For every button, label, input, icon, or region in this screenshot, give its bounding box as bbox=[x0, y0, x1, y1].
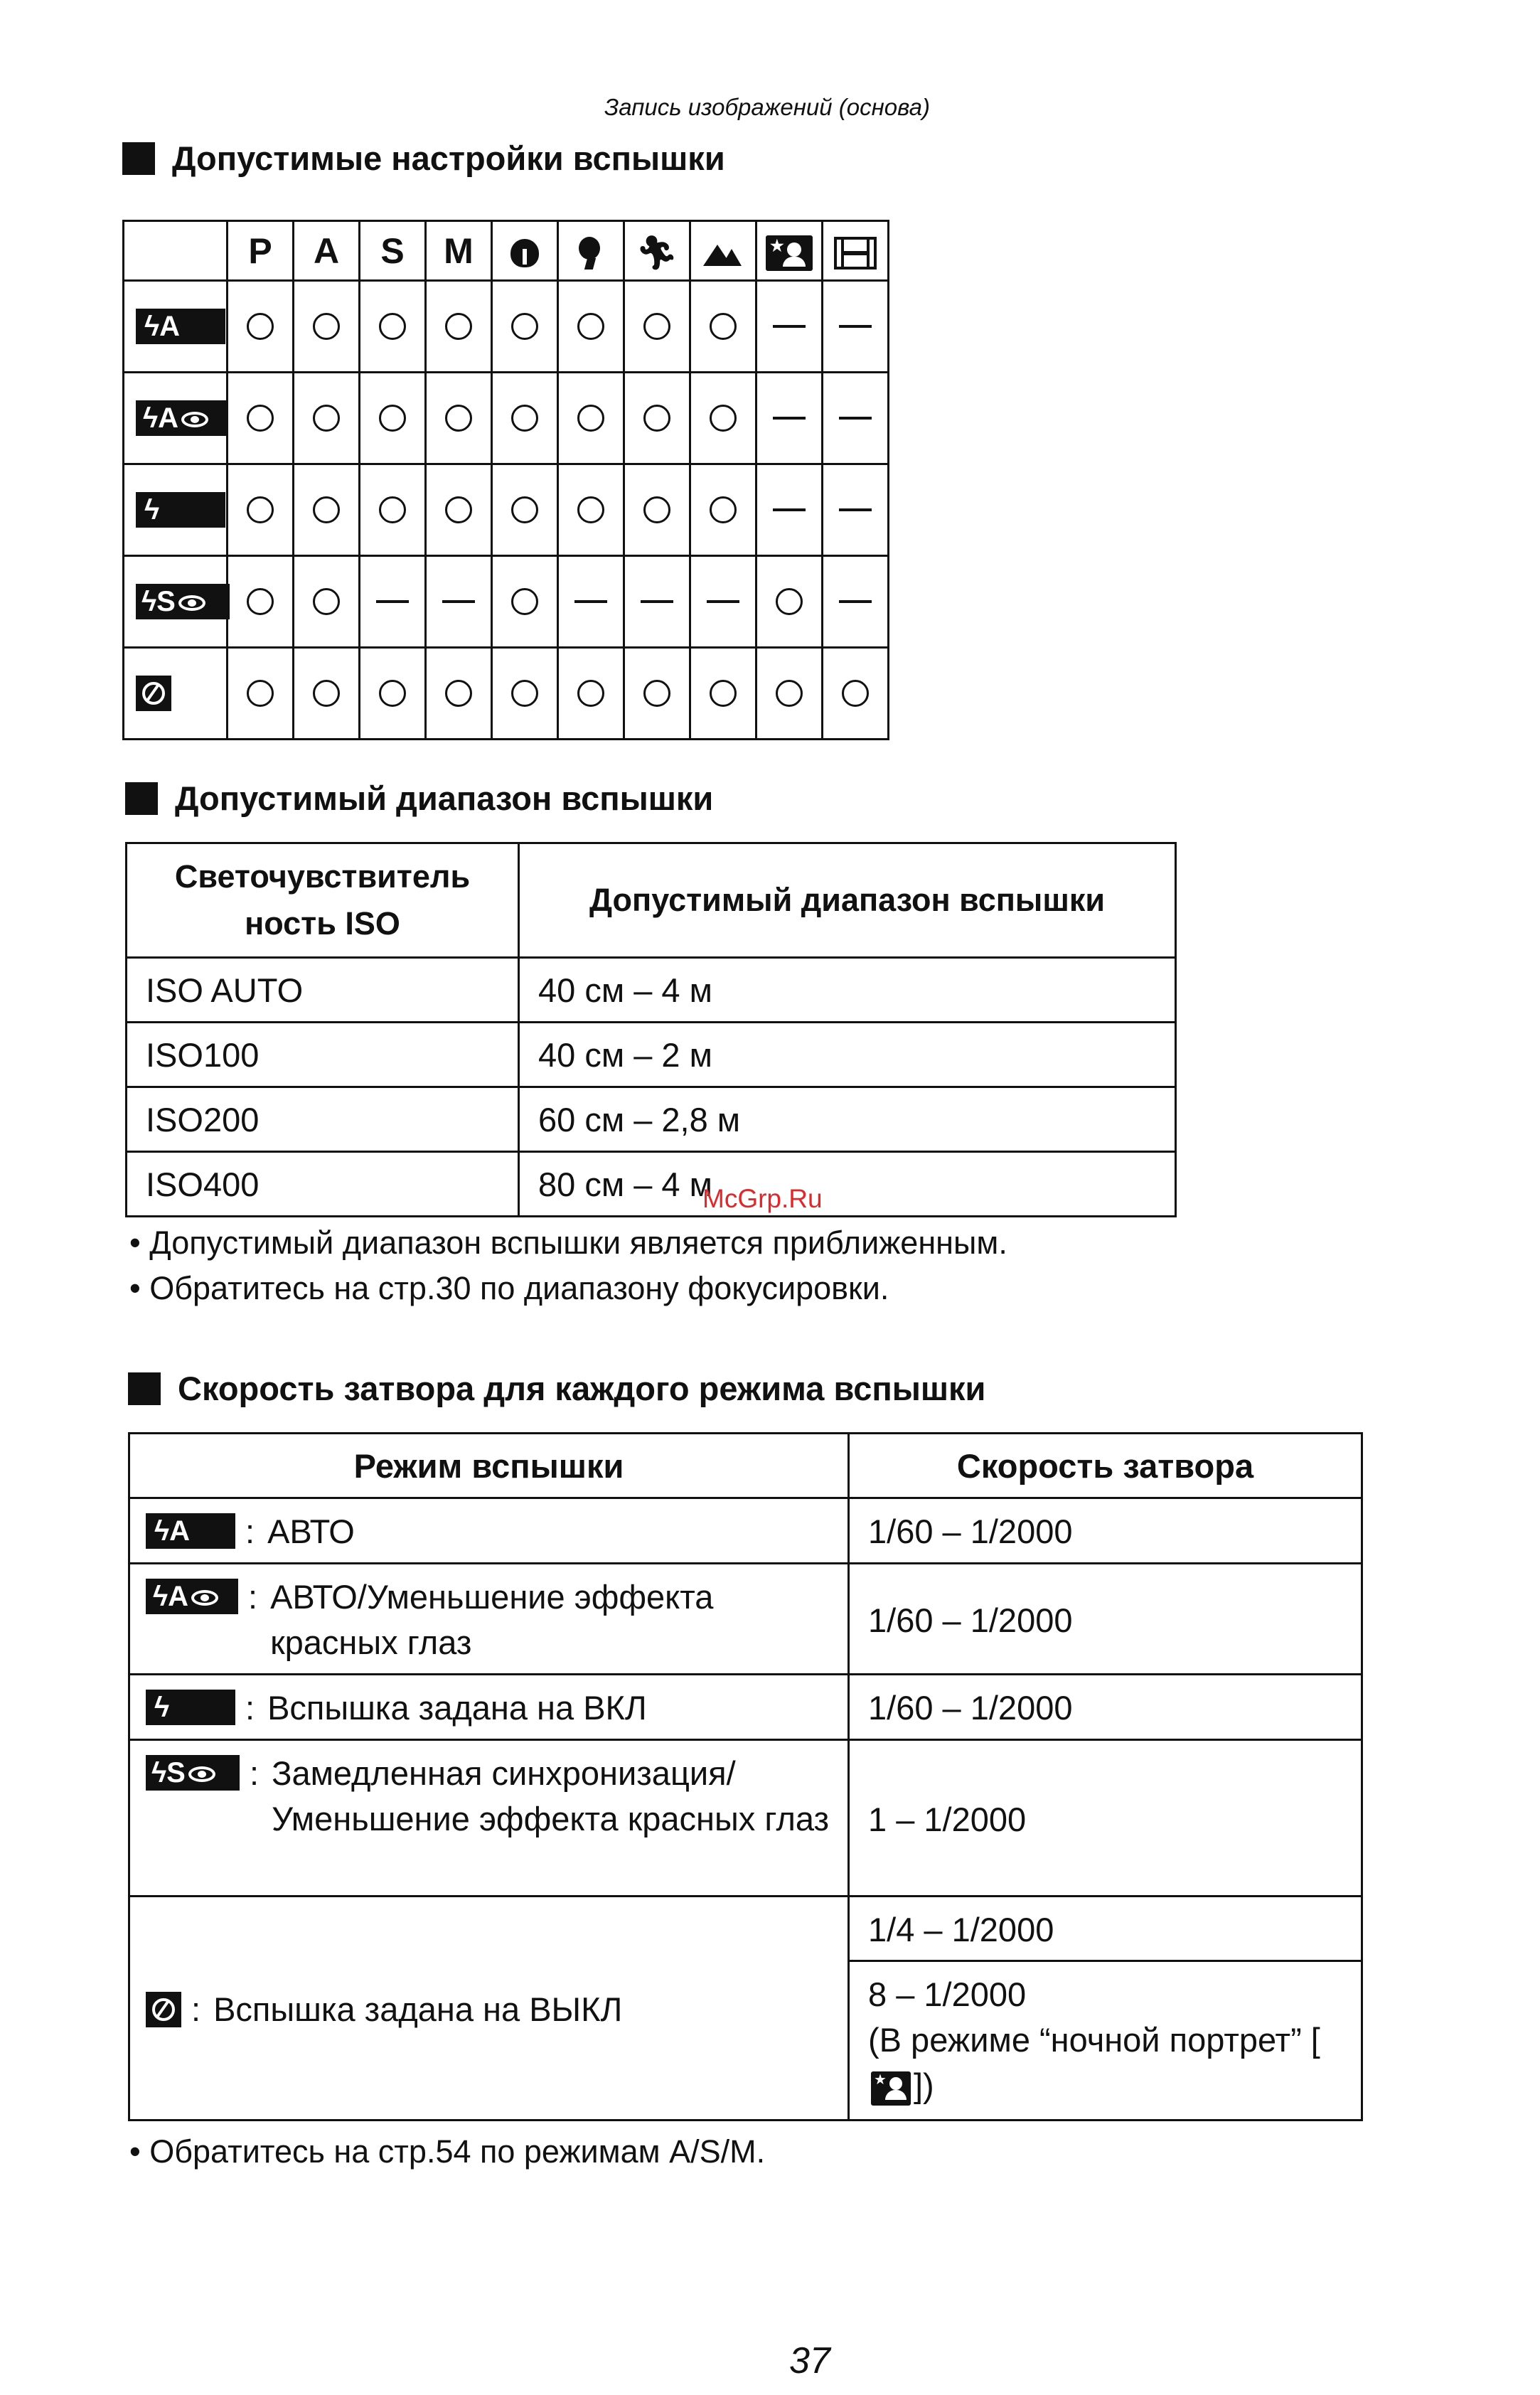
flash-auto-red-eye-icon: ϟA bbox=[146, 1579, 238, 1614]
circle-icon bbox=[710, 313, 737, 340]
flash-mode-icon-cell bbox=[124, 648, 228, 740]
table-row bbox=[124, 648, 889, 740]
portrait-icon bbox=[579, 237, 603, 270]
mode-p-header: P bbox=[228, 221, 294, 281]
table-row bbox=[129, 1675, 1362, 1740]
shutter-speed-cell: 1 – 1/2000 bbox=[849, 1740, 1362, 1897]
flash-off-icon bbox=[136, 676, 171, 711]
circle-icon bbox=[313, 405, 340, 432]
available-mark bbox=[690, 648, 756, 740]
scenery-icon bbox=[702, 239, 744, 267]
circle-icon bbox=[313, 496, 340, 523]
iso-cell: ISO AUTO bbox=[127, 958, 519, 1023]
flash-forced-on-icon: ϟ bbox=[146, 1690, 235, 1725]
available-mark bbox=[558, 648, 624, 740]
available-mark bbox=[228, 556, 294, 648]
section-square-icon bbox=[128, 1372, 161, 1405]
table-row bbox=[127, 958, 1176, 1023]
circle-icon bbox=[379, 496, 406, 523]
available-mark bbox=[624, 373, 690, 464]
table-row bbox=[124, 556, 889, 648]
unavailable-mark bbox=[690, 556, 756, 648]
circle-icon bbox=[445, 680, 472, 707]
unavailable-mark bbox=[756, 464, 823, 556]
available-mark bbox=[294, 464, 360, 556]
flash-mode-cell: ϟA : АВТО bbox=[129, 1498, 849, 1564]
mode-a-header: A bbox=[294, 221, 360, 281]
available-mark bbox=[558, 373, 624, 464]
available-mark bbox=[756, 648, 823, 740]
shutter-speed-header: Скорость затвора bbox=[849, 1434, 1362, 1498]
night-portrait-note: (В режиме “ночной портрет” [ ★ ]) bbox=[868, 2021, 1320, 2104]
sports-header bbox=[624, 221, 690, 281]
circle-icon bbox=[577, 680, 604, 707]
flash-mode-text: АВТО bbox=[267, 1513, 355, 1550]
circle-icon bbox=[247, 588, 274, 615]
flash-auto-icon: ϟA bbox=[146, 1513, 235, 1549]
circle-icon bbox=[710, 496, 737, 523]
iso-header: Светочувствитель ность ISO bbox=[127, 843, 519, 958]
dash-icon bbox=[707, 600, 739, 603]
flash-mode-icon-cell bbox=[124, 464, 228, 556]
circle-icon bbox=[247, 680, 274, 707]
page-number: 37 bbox=[789, 2340, 830, 2381]
range-header: Допустимый диапазон вспышки bbox=[519, 843, 1176, 958]
unavailable-mark bbox=[823, 281, 889, 373]
circle-icon bbox=[445, 313, 472, 340]
dash-icon bbox=[839, 417, 872, 420]
iso-cell: ISO200 bbox=[127, 1087, 519, 1152]
unavailable-mark bbox=[756, 281, 823, 373]
available-mark bbox=[492, 556, 558, 648]
section-title-flash-range bbox=[125, 779, 713, 818]
available-mark bbox=[228, 373, 294, 464]
available-mark bbox=[492, 648, 558, 740]
unavailable-mark bbox=[426, 556, 492, 648]
available-mark bbox=[624, 648, 690, 740]
dash-icon bbox=[839, 508, 872, 511]
flash-off-icon bbox=[146, 1992, 181, 2027]
available-mark bbox=[426, 648, 492, 740]
flash-settings-table bbox=[122, 220, 889, 740]
mode-s-header: S bbox=[360, 221, 426, 281]
corner-cell bbox=[124, 221, 228, 281]
circle-icon bbox=[643, 496, 670, 523]
available-mark bbox=[690, 281, 756, 373]
flash-mode-cell: ϟA : АВТО/Уменьшение эффекта красных глаз bbox=[129, 1564, 849, 1675]
available-mark bbox=[360, 648, 426, 740]
shutter-speed-cell: 1/60 – 1/2000 bbox=[849, 1498, 1362, 1564]
scenery-header bbox=[690, 221, 756, 281]
table-row bbox=[129, 1897, 1362, 1961]
available-mark bbox=[492, 464, 558, 556]
sports-icon: 🏃︎ bbox=[636, 233, 678, 271]
unavailable-mark bbox=[360, 556, 426, 648]
table-row bbox=[127, 1087, 1176, 1152]
circle-icon bbox=[577, 313, 604, 340]
dash-icon bbox=[839, 325, 872, 328]
shutter-speed-table bbox=[128, 1432, 1363, 2121]
available-mark bbox=[426, 464, 492, 556]
table-row bbox=[127, 1152, 1176, 1217]
motion-picture-header bbox=[823, 221, 889, 281]
macro-header bbox=[492, 221, 558, 281]
circle-icon bbox=[445, 405, 472, 432]
shutter-speed-cell: 1/60 – 1/2000 bbox=[849, 1675, 1362, 1740]
circle-icon bbox=[511, 588, 538, 615]
circle-icon bbox=[577, 405, 604, 432]
unavailable-mark bbox=[558, 556, 624, 648]
dash-icon bbox=[839, 600, 872, 603]
motion-picture-icon bbox=[834, 237, 877, 270]
unavailable-mark bbox=[624, 556, 690, 648]
flash-mode-text: Вспышка задана на ВКЛ bbox=[267, 1689, 647, 1727]
flash-forced-on-icon: ϟ bbox=[136, 492, 225, 528]
available-mark bbox=[624, 281, 690, 373]
night-portrait-header bbox=[756, 221, 823, 281]
circle-icon bbox=[643, 680, 670, 707]
flash-mode-icon-cell bbox=[124, 556, 228, 648]
flash-mode-icon-cell bbox=[124, 281, 228, 373]
available-mark bbox=[228, 281, 294, 373]
flash-settings-body bbox=[124, 281, 889, 740]
dash-icon bbox=[442, 600, 475, 603]
circle-icon bbox=[379, 313, 406, 340]
table-row bbox=[129, 1498, 1362, 1564]
circle-icon bbox=[379, 405, 406, 432]
available-mark bbox=[756, 556, 823, 648]
circle-icon bbox=[511, 496, 538, 523]
circle-icon bbox=[842, 680, 869, 707]
portrait-header bbox=[558, 221, 624, 281]
range-cell: 80 см – 4 м bbox=[519, 1152, 1176, 1217]
circle-icon bbox=[643, 313, 670, 340]
circle-icon bbox=[710, 405, 737, 432]
available-mark bbox=[558, 464, 624, 556]
circle-icon bbox=[643, 405, 670, 432]
available-mark bbox=[360, 373, 426, 464]
shutter-speed-night: 8 – 1/2000 bbox=[868, 1975, 1027, 2013]
flash-mode-cell: : Вспышка задана на ВЫКЛ bbox=[129, 1897, 849, 2121]
available-mark bbox=[294, 648, 360, 740]
table-row bbox=[124, 281, 889, 373]
circle-icon bbox=[511, 313, 538, 340]
flash-mode-icon-cell bbox=[124, 373, 228, 464]
circle-icon bbox=[247, 405, 274, 432]
night-portrait-icon: ★ bbox=[871, 2071, 911, 2106]
note-asm-modes: • Обратитесь на стр.54 по режимам A/S/M. bbox=[129, 2133, 766, 2170]
flash-mode-text: Замедленная синхронизация/ Уменьшение эффекта красных глаз bbox=[272, 1754, 830, 1837]
iso-cell: ISO100 bbox=[127, 1023, 519, 1087]
circle-icon bbox=[247, 496, 274, 523]
circle-icon bbox=[710, 680, 737, 707]
dash-icon bbox=[574, 600, 607, 603]
available-mark bbox=[690, 373, 756, 464]
flash-mode-header: Режим вспышки bbox=[129, 1434, 849, 1498]
available-mark bbox=[294, 556, 360, 648]
section-title-shutter-speed bbox=[128, 1369, 985, 1408]
watermark: McGrp.Ru bbox=[702, 1184, 823, 1213]
available-mark bbox=[558, 281, 624, 373]
available-mark bbox=[360, 281, 426, 373]
available-mark bbox=[294, 373, 360, 464]
dash-icon bbox=[641, 600, 673, 603]
running-header: Запись изображений (основа) bbox=[604, 94, 931, 120]
range-cell: 60 см – 2,8 м bbox=[519, 1087, 1176, 1152]
circle-icon bbox=[511, 405, 538, 432]
flash-range-table bbox=[125, 842, 1177, 1217]
unavailable-mark bbox=[823, 373, 889, 464]
circle-icon bbox=[511, 680, 538, 707]
dash-icon bbox=[773, 325, 806, 328]
unavailable-mark bbox=[756, 373, 823, 464]
section-title-text: Допустимый диапазон вспышки bbox=[175, 779, 714, 817]
circle-icon bbox=[379, 680, 406, 707]
dash-icon bbox=[376, 600, 409, 603]
available-mark bbox=[294, 281, 360, 373]
iso-cell: ISO400 bbox=[127, 1152, 519, 1217]
section-square-icon bbox=[122, 142, 155, 175]
table-row bbox=[129, 1564, 1362, 1675]
flash-auto-red-eye-icon: ϟA bbox=[136, 400, 228, 436]
unavailable-mark bbox=[823, 556, 889, 648]
table-header-row bbox=[124, 221, 889, 281]
night-portrait-icon: ★ bbox=[766, 235, 813, 271]
available-mark bbox=[823, 648, 889, 740]
circle-icon bbox=[247, 313, 274, 340]
section-title-flash-settings bbox=[122, 139, 725, 178]
available-mark bbox=[426, 373, 492, 464]
table-row bbox=[127, 1023, 1176, 1087]
flash-slow-sync-red-eye-icon: ϟS bbox=[146, 1755, 240, 1791]
unavailable-mark bbox=[823, 464, 889, 556]
flash-mode-text: АВТО/Уменьшение эффекта красных глаз bbox=[270, 1578, 714, 1661]
section-title-text: Скорость затвора для каждого режима вспышки bbox=[178, 1370, 986, 1407]
available-mark bbox=[228, 648, 294, 740]
section-title-text: Допустимые настройки вспышки bbox=[172, 139, 725, 177]
flash-auto-icon: ϟA bbox=[136, 309, 225, 344]
macro-icon bbox=[510, 239, 539, 267]
table-header-row bbox=[127, 843, 1176, 958]
circle-icon bbox=[313, 680, 340, 707]
table-row bbox=[124, 373, 889, 464]
dash-icon bbox=[773, 417, 806, 420]
flash-mode-text: Вспышка задана на ВЫКЛ bbox=[213, 1990, 623, 2028]
circle-icon bbox=[577, 496, 604, 523]
available-mark bbox=[624, 464, 690, 556]
shutter-speed-cell: 1/4 – 1/2000 bbox=[849, 1897, 1362, 1961]
table-row bbox=[124, 464, 889, 556]
available-mark bbox=[228, 464, 294, 556]
available-mark bbox=[360, 464, 426, 556]
note-approximate: • Допустимый диапазон вспышки является приближенным. bbox=[129, 1225, 1007, 1261]
shutter-speed-cell: 1/60 – 1/2000 bbox=[849, 1564, 1362, 1675]
available-mark bbox=[426, 281, 492, 373]
available-mark bbox=[690, 464, 756, 556]
circle-icon bbox=[776, 588, 803, 615]
circle-icon bbox=[445, 496, 472, 523]
circle-icon bbox=[313, 588, 340, 615]
table-row bbox=[129, 1740, 1362, 1897]
available-mark bbox=[492, 373, 558, 464]
shutter-speed-cell bbox=[849, 1961, 1362, 2121]
mode-m-header: M bbox=[426, 221, 492, 281]
dash-icon bbox=[773, 508, 806, 511]
table-header-row bbox=[129, 1434, 1362, 1498]
circle-icon bbox=[313, 313, 340, 340]
note-focus-range: • Обратитесь на стр.30 по диапазону фокусировки. bbox=[129, 1270, 889, 1306]
range-cell: 40 см – 4 м bbox=[519, 958, 1176, 1023]
section-square-icon bbox=[125, 782, 158, 815]
range-cell: 40 см – 2 м bbox=[519, 1023, 1176, 1087]
flash-slow-sync-red-eye-icon: ϟS bbox=[136, 584, 230, 619]
circle-icon bbox=[776, 680, 803, 707]
flash-mode-cell: ϟS : Замедленная синхронизация/ Уменьшение эффекта красных глаз bbox=[129, 1740, 849, 1897]
available-mark bbox=[492, 281, 558, 373]
flash-mode-cell: ϟ : Вспышка задана на ВКЛ bbox=[129, 1675, 849, 1740]
